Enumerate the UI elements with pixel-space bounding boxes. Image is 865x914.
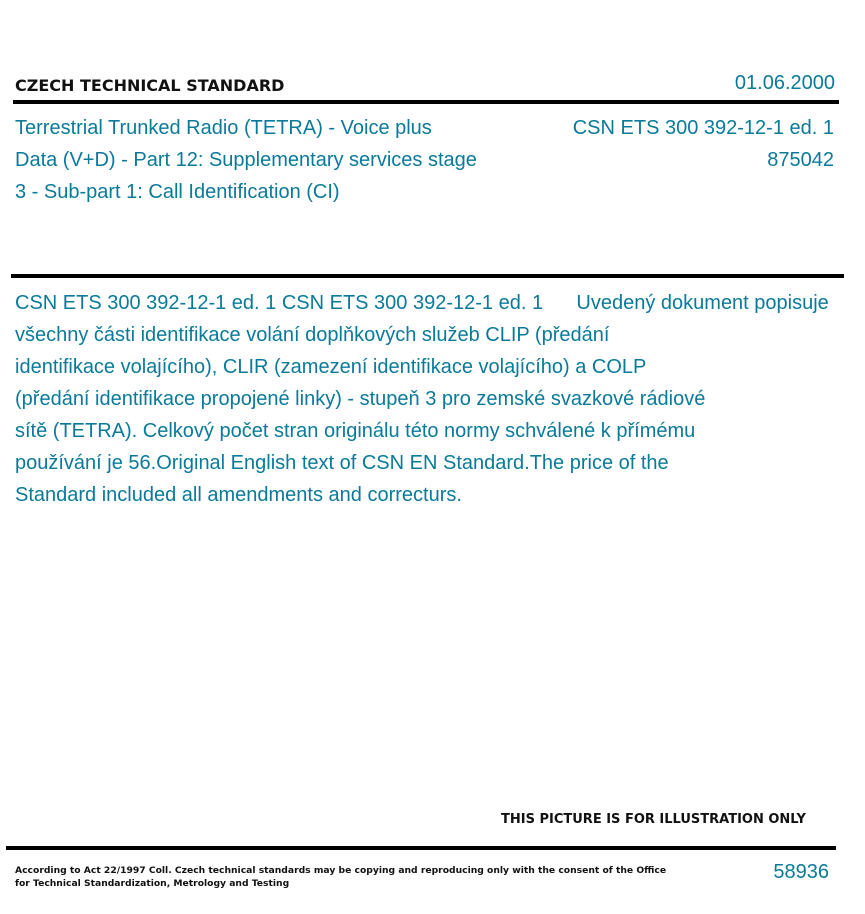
description-line: (předání identifikace propojené linky) - stupeň 3 pro zemské svazkové rádiové xyxy=(15,388,706,410)
legal-notice-line: According to Act 22/1997 Coll. Czech technical standards may be copying and reproducing only with the consent of the Office xyxy=(15,865,667,876)
description-line: všechny části identifikace volání doplňkových služeb CLIP (předání xyxy=(15,324,610,346)
illustration-disclaimer: THIS PICTURE IS FOR ILLUSTRATION ONLY xyxy=(501,812,806,827)
document-number: 58936 xyxy=(773,861,829,883)
standard-description xyxy=(15,287,829,511)
legal-notice xyxy=(15,864,666,890)
description-line: identifikace volajícího), CLIR (zamezení identifikace volajícího) a COLP xyxy=(15,356,647,378)
footer-divider xyxy=(6,846,836,850)
standard-title-line: 3 - Sub-part 1: Call Identification (CI) xyxy=(15,181,340,203)
legal-notice-line: for Technical Standardization, Metrology and Testing xyxy=(15,878,290,889)
standard-title-line: Data (V+D) - Part 12: Supplementary services stage xyxy=(15,149,477,171)
description-line: CSN ETS 300 392-12-1 ed. 1 CSN ETS 300 392-12-1 ed. 1 Uvedený dokument popisuje xyxy=(15,292,829,314)
title-divider xyxy=(11,274,844,278)
standard-code: CSN ETS 300 392-12-1 ed. 1 xyxy=(572,117,834,139)
description-line: sítě (TETRA). Celkový počet stran originálu této normy schválené k přímému xyxy=(15,420,696,442)
catalog-number: 875042 xyxy=(767,149,834,171)
standard-identifiers xyxy=(573,112,834,176)
standard-title-line: Terrestrial Trunked Radio (TETRA) - Voice plus xyxy=(15,117,432,139)
publication-date: 01.06.2000 xyxy=(734,72,835,94)
standard-title xyxy=(15,112,477,208)
description-line: používání je 56.Original English text of CSN EN Standard.The price of the xyxy=(15,452,669,474)
description-line: Standard included all amendments and correcturs. xyxy=(15,484,462,506)
document-type-label: CZECH TECHNICAL STANDARD xyxy=(15,76,285,95)
header-divider xyxy=(13,100,839,104)
